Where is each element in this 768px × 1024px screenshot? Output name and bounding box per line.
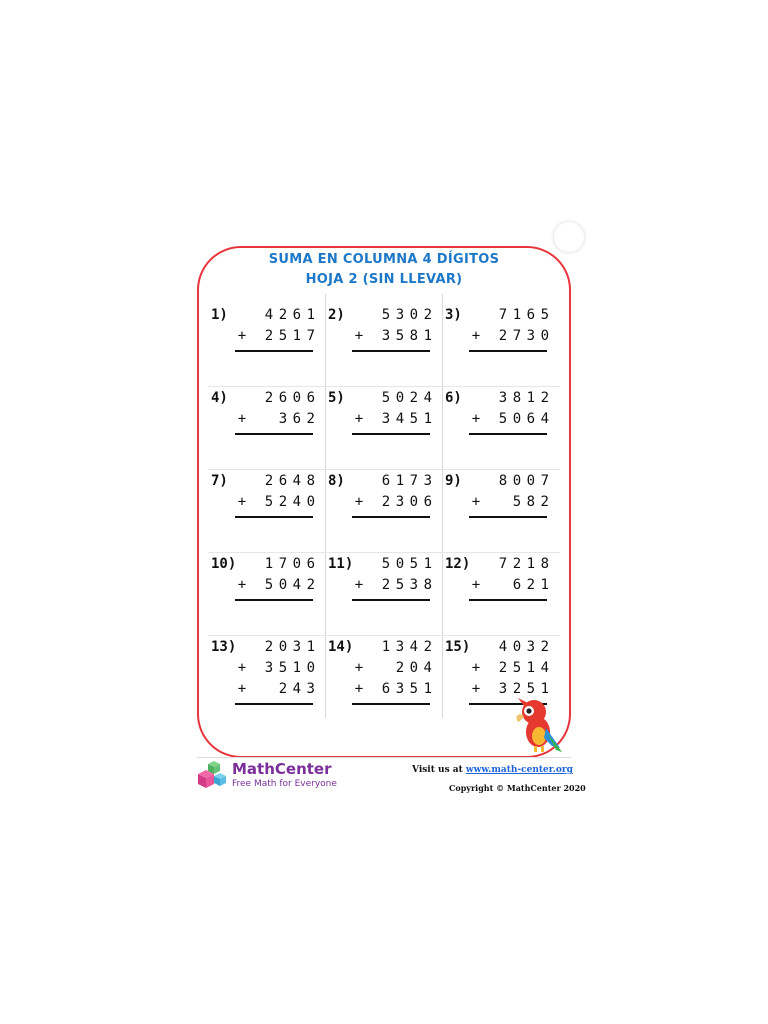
addend-digits: 5064 (498, 411, 555, 427)
problem-cell (441, 549, 557, 631)
addend (469, 494, 555, 514)
worksheet-subtitle: HOJA 2 (SIN LLEVAR) (305, 272, 463, 287)
parrot-mascot-icon (512, 694, 564, 754)
addend-top (352, 556, 438, 576)
problem-number: 3) (445, 307, 462, 323)
addend-digits: 5302 (381, 307, 438, 323)
addend-top (235, 639, 321, 659)
website-link[interactable]: www.math-center.org (465, 765, 573, 775)
problem-number: 8) (328, 473, 345, 489)
problem-number: 11) (328, 556, 354, 572)
addend-digits: 2606 (264, 390, 321, 406)
addend (352, 411, 438, 431)
plus-sign: + (237, 681, 247, 697)
sum-line (469, 516, 547, 518)
plus-sign: + (354, 494, 364, 510)
plus-sign: + (354, 328, 364, 344)
addend-digits: 621 (512, 577, 555, 593)
addend-top (469, 639, 555, 659)
problem-number: 7) (211, 473, 228, 489)
problem-cell (207, 383, 323, 465)
addend (235, 411, 321, 431)
addend-top (352, 639, 438, 659)
addend-top (352, 307, 438, 327)
addend (235, 681, 321, 701)
sum-line (469, 350, 547, 352)
addend (469, 577, 555, 597)
addend (235, 577, 321, 597)
addend-digits: 7218 (498, 556, 555, 572)
addend (235, 328, 321, 348)
sum-line (235, 516, 313, 518)
addend-top (469, 390, 555, 410)
addend-digits: 8007 (498, 473, 555, 489)
addend-digits: 3581 (381, 328, 438, 344)
addend-digits: 3251 (498, 681, 555, 697)
addend (352, 660, 438, 680)
problem-cell (324, 466, 440, 548)
plus-sign: + (237, 660, 247, 676)
plus-sign: + (354, 577, 364, 593)
problem-cell (207, 549, 323, 631)
visit-text (412, 765, 573, 775)
addend-top (235, 473, 321, 493)
addend-digits: 5051 (381, 556, 438, 572)
problem-cell (207, 466, 323, 548)
worksheet-title: SUMA EN COLUMNA 4 DÍGITOS (268, 252, 500, 267)
plus-sign: + (471, 328, 481, 344)
sum-line (235, 433, 313, 435)
plus-sign: + (237, 411, 247, 427)
sum-line (352, 599, 430, 601)
addend (352, 577, 438, 597)
addend-digits: 243 (278, 681, 321, 697)
sum-line (352, 350, 430, 352)
problem-number: 12) (445, 556, 471, 572)
plus-sign: + (354, 411, 364, 427)
plus-sign: + (471, 660, 481, 676)
problem-number: 5) (328, 390, 345, 406)
sum-line (352, 433, 430, 435)
problem-number: 15) (445, 639, 471, 655)
addend-digits: 6173 (381, 473, 438, 489)
addend-digits: 204 (395, 660, 438, 676)
floating-action-dot[interactable] (554, 222, 584, 252)
addend-digits: 1342 (381, 639, 438, 655)
sum-line (352, 516, 430, 518)
problem-cell (441, 466, 557, 548)
addend-digits: 2517 (264, 328, 321, 344)
addend (469, 660, 555, 680)
problem-cell (207, 300, 323, 382)
addend-top (469, 556, 555, 576)
problem-cell (324, 300, 440, 382)
addend-top (235, 307, 321, 327)
visit-prefix: Visit us at (412, 765, 466, 775)
addend-digits: 5024 (381, 390, 438, 406)
problem-number: 1) (211, 307, 228, 323)
problem-cell (324, 549, 440, 631)
sum-line (235, 703, 313, 705)
addend-digits: 1706 (264, 556, 321, 572)
plus-sign: + (237, 328, 247, 344)
sum-line (352, 703, 430, 705)
addend (235, 660, 321, 680)
addend-top (352, 473, 438, 493)
plus-sign: + (471, 411, 481, 427)
problem-cell (324, 632, 440, 714)
addend-digits: 2306 (381, 494, 438, 510)
problem-number: 9) (445, 473, 462, 489)
addend (469, 411, 555, 431)
addend (469, 328, 555, 348)
plus-sign: + (354, 681, 364, 697)
addend-digits: 4032 (498, 639, 555, 655)
addend-top (235, 556, 321, 576)
addend-digits: 2514 (498, 660, 555, 676)
copyright-text: Copyright © MathCenter 2020 (449, 783, 586, 793)
addend-digits: 582 (512, 494, 555, 510)
addend-digits: 2730 (498, 328, 555, 344)
problem-cell (441, 300, 557, 382)
plus-sign: + (237, 577, 247, 593)
addend-digits: 2648 (264, 473, 321, 489)
problem-number: 10) (211, 556, 237, 572)
addend-digits: 6351 (381, 681, 438, 697)
addend-digits: 5240 (264, 494, 321, 510)
addend-top (235, 390, 321, 410)
addend-top (352, 390, 438, 410)
problem-cell (207, 632, 323, 714)
problem-number: 4) (211, 390, 228, 406)
addend (352, 328, 438, 348)
addend-digits: 5042 (264, 577, 321, 593)
addend-digits: 3451 (381, 411, 438, 427)
brand-name: MathCenter (232, 760, 332, 778)
plus-sign: + (354, 660, 364, 676)
cubes-logo-icon (194, 758, 228, 792)
addend-top (469, 307, 555, 327)
problem-number: 6) (445, 390, 462, 406)
plus-sign: + (471, 681, 481, 697)
addend (352, 681, 438, 701)
brand-tagline: Free Math for Everyone (232, 779, 337, 789)
addend-digits: 2538 (381, 577, 438, 593)
problem-number: 13) (211, 639, 237, 655)
addend-digits: 3812 (498, 390, 555, 406)
problem-cell (441, 383, 557, 465)
addend (235, 494, 321, 514)
plus-sign: + (237, 494, 247, 510)
addend (352, 494, 438, 514)
sum-line (469, 433, 547, 435)
problem-cell (324, 383, 440, 465)
addend-top (469, 473, 555, 493)
footer-divider (197, 757, 571, 758)
problem-number: 14) (328, 639, 354, 655)
sum-line (469, 599, 547, 601)
addend-digits: 4261 (264, 307, 321, 323)
sum-line (235, 599, 313, 601)
plus-sign: + (471, 494, 481, 510)
addend-digits: 7165 (498, 307, 555, 323)
addend-digits: 2031 (264, 639, 321, 655)
addend-digits: 3510 (264, 660, 321, 676)
problem-number: 2) (328, 307, 345, 323)
addend-digits: 362 (278, 411, 321, 427)
sum-line (235, 350, 313, 352)
plus-sign: + (471, 577, 481, 593)
